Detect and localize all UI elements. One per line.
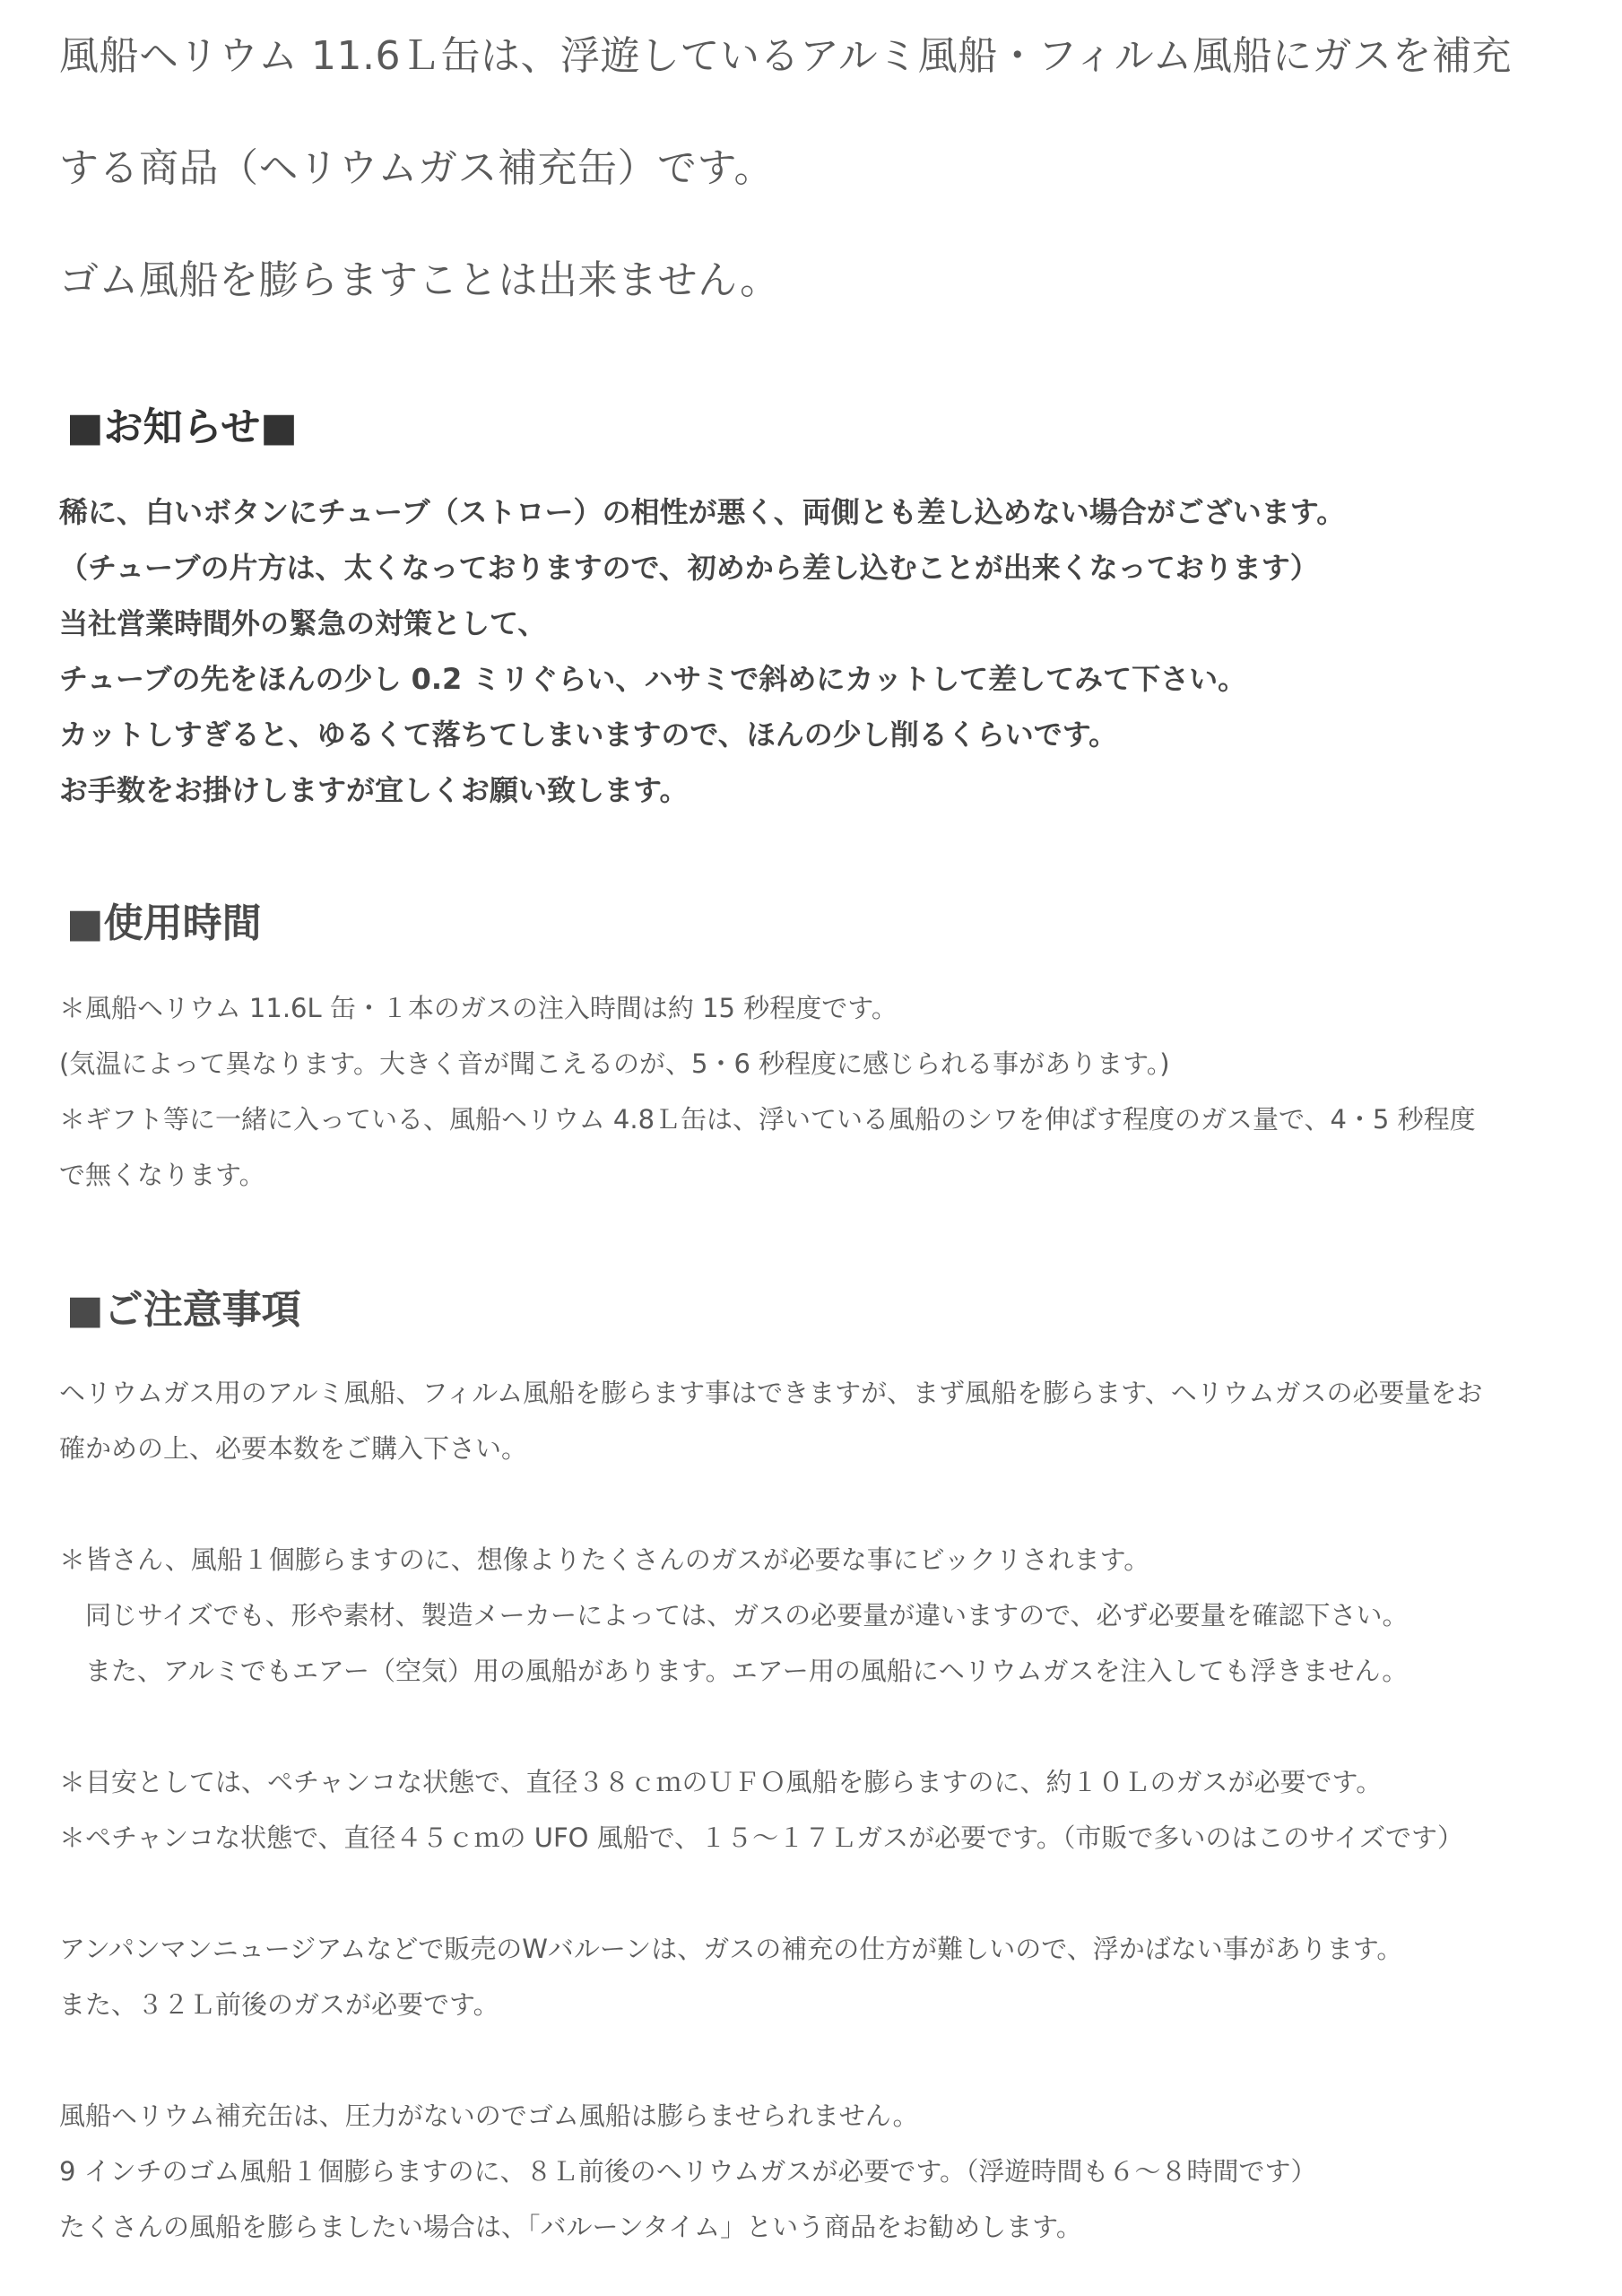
notice-line: 当社営業時間外の緊急の対策として、 bbox=[59, 606, 547, 640]
notice-line: （チューブの片方は、太くなっておりますので、初めから差し込むことが出来くなっております） bbox=[59, 551, 1319, 585]
notice-section bbox=[59, 484, 1345, 818]
usage-time-line: ＊ギフト等に一緒に入っている、風船ヘリウム 4.8Ｌ缶は、浮いている風船のシワを伸ばす程度のガス量で、4・5 秒程度 bbox=[59, 1104, 1476, 1135]
intro-line: 風船ヘリウム 11.6Ｌ缶は、浮遊しているアルミ風船・フィルム風船にガスを補充 bbox=[59, 33, 1512, 79]
caution-line: 確かめの上、必要本数をご購入下さい。 bbox=[59, 1433, 528, 1464]
paragraph-gap bbox=[59, 2032, 1482, 2088]
caution-line: 風船ヘリウム補充缶は、圧力がないのでゴム風船は膨らませられません。 bbox=[59, 2100, 919, 2131]
caution-line: ＊皆さん、風船１個膨らますのに、想像よりたくさんのガスが必要な事にビックリされます。 bbox=[59, 1544, 1150, 1575]
notice-line: カットしすぎると、ゆるくて落ちてしまいますので、ほんの少し削るくらいです。 bbox=[59, 718, 1118, 752]
paragraph-gap bbox=[59, 1699, 1482, 1754]
caution-line: たくさんの風船を膨らましたい場合は、「バルーンタイム」という商品をお勧めします。 bbox=[59, 2212, 1082, 2242]
usage-time-heading: ■使用時間 bbox=[66, 900, 262, 946]
notice-line: お手数をお掛けしますが宜しくお願い致します。 bbox=[59, 773, 689, 807]
intro-line: する商品（ヘリウムガス補充缶）です。 bbox=[59, 145, 775, 191]
product-description bbox=[59, 0, 1597, 2242]
notice-line: チューブの先をほんの少し 0.2 ミリぐらい、ハサミで斜めにカットして差してみて下さい。 bbox=[59, 662, 1247, 696]
caution-line: 同じサイズでも、形や素材、製造メーカーによっては、ガスの必要量が違いますので、必ず必要量を確認下さい。 bbox=[59, 1600, 1409, 1631]
notice-line: 稀に、白いボタンにチューブ（ストロー）の相性が悪く、両側とも差し込めない場合がございます。 bbox=[59, 495, 1346, 529]
caution-section bbox=[59, 1365, 1482, 2255]
paragraph-gap bbox=[59, 1866, 1482, 1921]
caution-line: 9 インチのゴム風船１個膨らますのに、８Ｌ前後のヘリウムガスが必要です。（浮遊時間も６～８時間です） bbox=[59, 2156, 1317, 2187]
caution-line: また、アルミでもエアー（空気）用の風船があります。エアー用の風船にヘリウムガスを注入しても浮きません。 bbox=[59, 1656, 1409, 1686]
caution-line: ＊目安としては、ペチャンコな状態で、直径３８ｃｍのＵＦＯ風船を膨らますのに、約１０Ｌのガスが必要です。 bbox=[59, 1767, 1383, 1797]
usage-time-line: で無くなります。 bbox=[59, 1160, 265, 1190]
intro-line: ゴム風船を膨らますことは出来ません。 bbox=[59, 257, 780, 303]
usage-time-line: ＊風船ヘリウム 11.6L 缶・１本のガスの注入時間は約 15 秒程度です。 bbox=[59, 993, 898, 1023]
usage-time-line: (気温によって異なります。大きく音が聞こえるのが、5・6 秒程度に感じられる事があります。) bbox=[59, 1048, 1170, 1079]
caution-heading: ■ご注意事項 bbox=[66, 1287, 301, 1333]
caution-line: また、３２Ｌ前後のガスが必要です。 bbox=[59, 1989, 499, 2020]
intro-section bbox=[59, 0, 1597, 336]
usage-time-section bbox=[59, 980, 1476, 1203]
caution-line: ヘリウムガス用のアルミ風船、フィルム風船を膨らます事はできますが、まず風船を膨らます、ヘリウムガスの必要量をお bbox=[59, 1378, 1483, 1408]
notice-heading: ■お知らせ■ bbox=[66, 404, 298, 450]
caution-line: ＊ペチャンコな状態で、直径４５ｃｍの UFO 風船で、１５～１７Ｌガスが必要です。（市販で多いのはこのサイズです） bbox=[59, 1822, 1464, 1853]
paragraph-gap bbox=[59, 1476, 1482, 1532]
caution-line: アンパンマンニュージアムなどで販売のWバルーンは、ガスの補充の仕方が難しいので、浮かばない事があります。 bbox=[59, 1934, 1403, 1964]
